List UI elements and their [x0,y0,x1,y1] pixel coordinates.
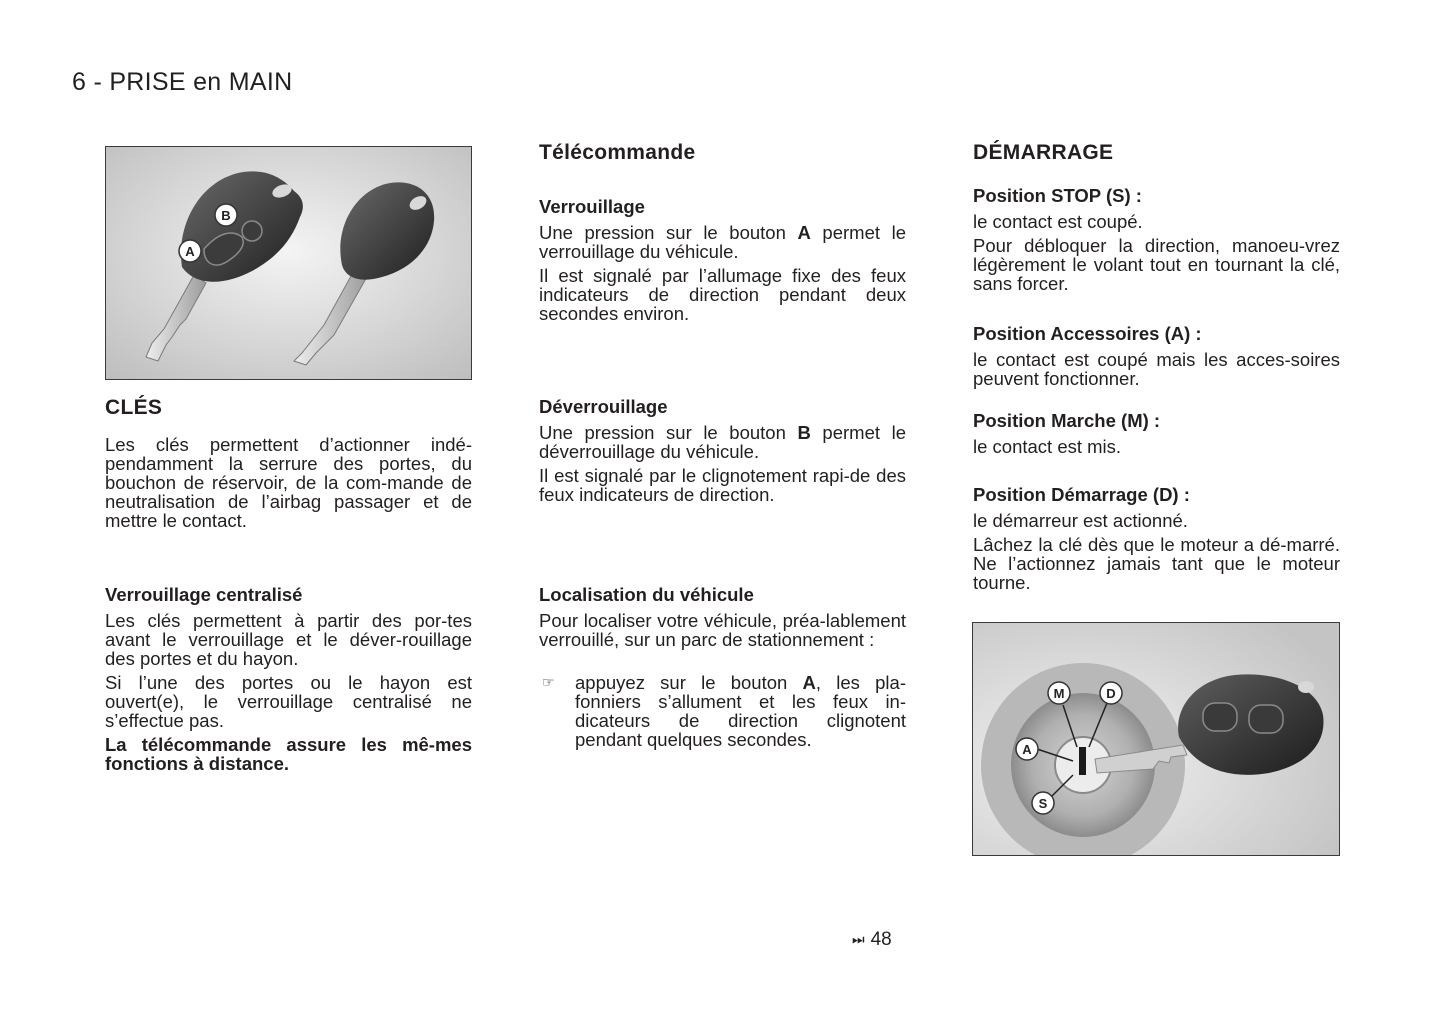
lock-p1: Une pression sur le bouton A permet le verrouillage du véhicule. [539,222,906,262]
central-locking-heading: Verrouillage centralisé [105,584,303,605]
svg-text:A: A [1022,742,1032,757]
lock-heading: Verrouillage [539,196,645,217]
cles-heading: CLÉS [105,396,163,419]
central-locking-p1: Les clés permettent à partir des por-tes avant le verrouillage et le déver-rouillage des portes et du hayon. [105,610,472,669]
ignition-image [973,623,1339,855]
unlock-p2: Il est signalé par le clignotement rapi-de des feux indicateurs de direction. [539,465,906,505]
start-heading: Position Démarrage (D) : [973,484,1190,505]
svg-text:B: B [221,208,231,223]
next-page-icon[interactable]: ⏭ [852,931,865,947]
unlock-p1: Une pression sur le bouton B permet le déverrouillage du véhicule. [539,422,906,462]
central-locking-note: La télécommande assure les mê-mes fonctions à distance. [105,734,472,774]
central-locking-p2: Si l’une des portes ou le hayon est ouvert(e), le verrouillage centralisé ne s’effectue pas. [105,672,472,731]
lock-p2: Il est signalé par l’allumage fixe des feux indicateurs de direction pendant deux secondes environ. [539,265,906,324]
page-footer [852,929,892,951]
locate-bullet: ☞ appuyez sur le bouton A, les pla-fonniers s’allument et les feux in-dicateurs de direction clignotent pendant quelques secondes. [542,672,906,750]
locate-p1: Pour localiser votre véhicule, préa-lablement verrouillé, sur un parc de stationnement : [539,610,906,650]
run-heading: Position Marche (M) : [973,410,1161,431]
run-p1: le contact est mis. [973,436,1122,457]
keys-image [106,147,471,379]
stop-heading: Position STOP (S) : [973,185,1142,206]
locate-heading: Localisation du véhicule [539,584,754,605]
chapter-title: 6 - PRISE en MAIN [72,68,293,96]
keys-illustration [105,146,472,380]
pointing-hand-icon: ☞ [542,674,555,690]
stop-p1: le contact est coupé. [973,211,1143,232]
start-p2: Lâchez la clé dès que le moteur a dé-marré. Ne l’actionnez jamais tant que le moteur tourne. [973,534,1340,593]
unlock-heading: Déverrouillage [539,396,668,417]
svg-text:A: A [185,244,195,259]
demarrage-heading: DÉMARRAGE [973,141,1114,164]
page-number: 48 [870,929,892,950]
accessories-heading: Position Accessoires (A) : [973,323,1202,344]
ignition-illustration [972,622,1340,856]
svg-text:D: D [1106,686,1116,701]
svg-text:S: S [1038,796,1048,811]
start-p1: le démarreur est actionné. [973,510,1188,531]
accessories-p1: le contact est coupé mais les acces-soires peuvent fonctionner. [973,349,1340,389]
remote-heading: Télécommande [539,141,696,164]
cles-intro: Les clés permettent d’actionner indé-pendamment la serrure des portes, du bouchon de réservoir, de la com-mande de neutralisation de l’airbag passager et de mettre le contact. [105,434,472,531]
stop-p2: Pour débloquer la direction, manoeu-vrez légèrement le volant tout en tournant la clé, sans forcer. [973,235,1340,294]
svg-text:M: M [1053,686,1065,701]
